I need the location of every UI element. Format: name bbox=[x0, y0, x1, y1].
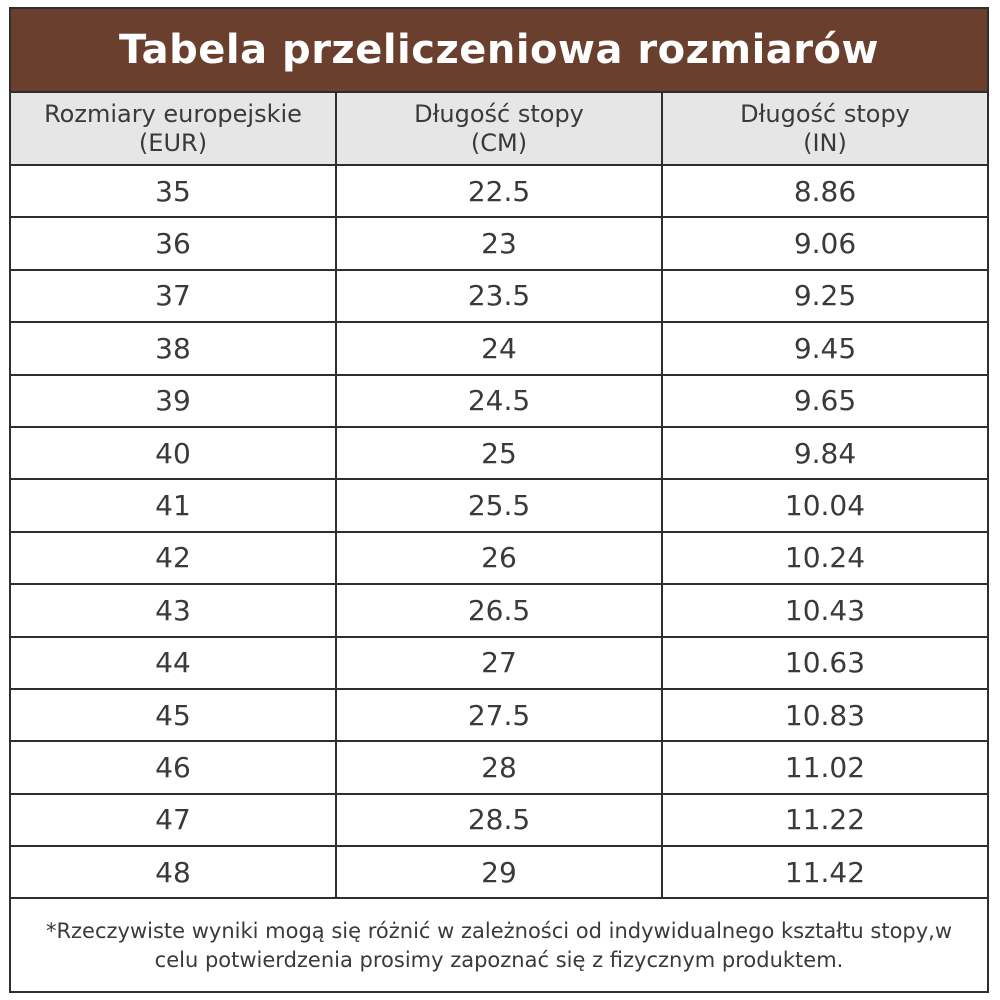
foot-length-in-cell: 10.43 bbox=[662, 584, 987, 636]
table-row bbox=[11, 270, 987, 322]
eur-size-cell: 35 bbox=[11, 165, 336, 217]
foot-length-cm-cell: 26.5 bbox=[336, 584, 662, 636]
table-row bbox=[11, 479, 987, 531]
foot-length-cm-cell: 28.5 bbox=[336, 794, 662, 846]
header-cm-label: Długość stopy bbox=[414, 99, 584, 128]
foot-length-in-cell: 9.45 bbox=[662, 322, 987, 374]
eur-size-cell: 38 bbox=[11, 322, 336, 374]
eur-size-cell: 42 bbox=[11, 532, 336, 584]
header-eur bbox=[11, 93, 336, 165]
size-chart-frame bbox=[9, 7, 989, 993]
foot-length-in-cell: 11.22 bbox=[662, 794, 987, 846]
table-row bbox=[11, 741, 987, 793]
foot-length-cm-cell: 26 bbox=[336, 532, 662, 584]
foot-length-cm-cell: 22.5 bbox=[336, 165, 662, 217]
table-row bbox=[11, 217, 987, 269]
eur-size-cell: 37 bbox=[11, 270, 336, 322]
header-eur-unit: (EUR) bbox=[138, 128, 208, 157]
foot-length-in-cell: 10.24 bbox=[662, 532, 987, 584]
eur-size-cell: 46 bbox=[11, 741, 336, 793]
foot-length-cm-cell: 24.5 bbox=[336, 375, 662, 427]
header-in-label: Długość stopy bbox=[740, 99, 910, 128]
table-row bbox=[11, 637, 987, 689]
foot-length-in-cell: 10.83 bbox=[662, 689, 987, 741]
foot-length-in-cell: 11.02 bbox=[662, 741, 987, 793]
foot-length-cm-cell: 24 bbox=[336, 322, 662, 374]
table-row bbox=[11, 322, 987, 374]
foot-length-cm-cell: 27.5 bbox=[336, 689, 662, 741]
eur-size-cell: 41 bbox=[11, 479, 336, 531]
eur-size-cell: 45 bbox=[11, 689, 336, 741]
foot-length-in-cell: 9.25 bbox=[662, 270, 987, 322]
foot-length-cm-cell: 25 bbox=[336, 427, 662, 479]
table-row bbox=[11, 584, 987, 636]
table-row bbox=[11, 846, 987, 898]
foot-length-cm-cell: 29 bbox=[336, 846, 662, 898]
table-header-row bbox=[11, 93, 987, 165]
header-eur-label: Rozmiary europejskie bbox=[44, 99, 302, 128]
foot-length-in-cell: 11.42 bbox=[662, 846, 987, 898]
foot-length-cm-cell: 28 bbox=[336, 741, 662, 793]
foot-length-cm-cell: 23 bbox=[336, 217, 662, 269]
table-row bbox=[11, 375, 987, 427]
header-cm-unit: (CM) bbox=[470, 128, 528, 157]
eur-size-cell: 43 bbox=[11, 584, 336, 636]
table-body bbox=[11, 165, 987, 898]
page-title: Tabela przeliczeniowa rozmiarów bbox=[119, 27, 879, 73]
table-row bbox=[11, 427, 987, 479]
table-row bbox=[11, 532, 987, 584]
header-cm bbox=[336, 93, 662, 165]
foot-length-in-cell: 9.65 bbox=[662, 375, 987, 427]
table-row bbox=[11, 689, 987, 741]
eur-size-cell: 48 bbox=[11, 846, 336, 898]
size-table bbox=[11, 93, 987, 899]
table-row bbox=[11, 794, 987, 846]
foot-length-in-cell: 10.04 bbox=[662, 479, 987, 531]
foot-length-cm-cell: 25.5 bbox=[336, 479, 662, 531]
header-in bbox=[662, 93, 987, 165]
eur-size-cell: 44 bbox=[11, 637, 336, 689]
eur-size-cell: 40 bbox=[11, 427, 336, 479]
foot-length-in-cell: 9.06 bbox=[662, 217, 987, 269]
footnote bbox=[11, 899, 987, 992]
foot-length-in-cell: 9.84 bbox=[662, 427, 987, 479]
eur-size-cell: 39 bbox=[11, 375, 336, 427]
eur-size-cell: 36 bbox=[11, 217, 336, 269]
table-row bbox=[11, 165, 987, 217]
title-bar bbox=[11, 9, 987, 93]
foot-length-cm-cell: 23.5 bbox=[336, 270, 662, 322]
foot-length-in-cell: 10.63 bbox=[662, 637, 987, 689]
foot-length-cm-cell: 27 bbox=[336, 637, 662, 689]
foot-length-in-cell: 8.86 bbox=[662, 165, 987, 217]
header-in-unit: (IN) bbox=[803, 128, 847, 157]
eur-size-cell: 47 bbox=[11, 794, 336, 846]
footnote-text: *Rzeczywiste wyniki mogą się różnić w zależności od indywidualnego kształtu stopy,w celu potwierdzenia prosimy zapoznać się z fizycznym produktem. bbox=[45, 918, 953, 972]
